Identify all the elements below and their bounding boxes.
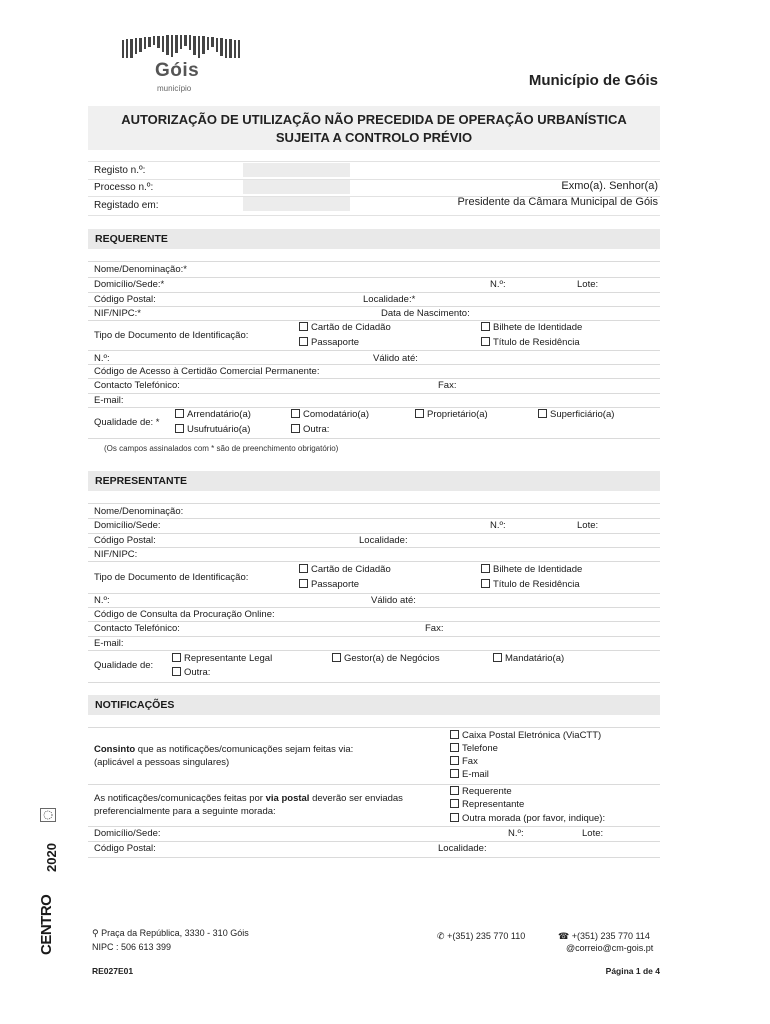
option-label: Requerente <box>462 786 512 797</box>
form-title-line1: AUTORIZAÇÃO DE UTILIZAÇÃO NÃO PRECEDIDA DE OPERAÇÃO URBANÍSTICA <box>121 112 627 127</box>
email-line <box>566 943 653 953</box>
option-label: Passaporte <box>311 337 360 348</box>
option-label: E-mail <box>462 769 489 780</box>
checkbox[interactable] <box>481 337 490 346</box>
option-label: Superficiário(a) <box>550 409 615 420</box>
req-comodatario-option[interactable] <box>291 409 369 420</box>
checkbox[interactable] <box>450 769 459 778</box>
option-label: Outra: <box>303 424 330 435</box>
row-divider <box>88 261 660 262</box>
fax-line <box>558 931 650 942</box>
row-divider <box>88 407 660 408</box>
phone-text: +(351) 235 770 110 <box>447 931 526 941</box>
checkbox[interactable] <box>299 579 308 588</box>
phone-line <box>437 931 525 942</box>
row-divider <box>88 561 660 562</box>
row-divider <box>88 547 660 548</box>
row-divider <box>88 292 660 293</box>
req-bilhete-option[interactable] <box>481 322 582 333</box>
checkbox[interactable] <box>291 409 300 418</box>
rep-lote-label: Lote: <box>577 520 599 531</box>
rep-codigo-consulta-label: Código de Consulta da Procuração Online: <box>94 609 275 620</box>
rep-localidade-label: Localidade: <box>359 535 408 546</box>
rep-domicilio-label: Domicílio/Sede: <box>94 520 161 531</box>
row-divider <box>88 857 660 858</box>
row-divider <box>88 841 660 842</box>
address-text: Praça da República, 3330 - 310 Góis <box>101 928 249 938</box>
req-cp-label: Código Postal: <box>94 294 156 305</box>
req-titulo-option[interactable] <box>481 337 580 348</box>
row-divider <box>88 378 660 379</box>
page-number: Página 1 de 4 <box>605 966 660 976</box>
rep-contacto-label: Contacto Telefónico: <box>94 623 180 634</box>
notif-outra-morada-option[interactable] <box>450 813 605 824</box>
req-usufrutuario-option[interactable] <box>175 424 250 435</box>
req-numero-label: N.º: <box>490 279 506 290</box>
option-label: Caixa Postal Eletrónica (ViaCTT) <box>462 730 602 741</box>
option-label: Mandatário(a) <box>505 653 565 664</box>
row-divider <box>88 607 660 608</box>
option-label: Cartão de Cidadão <box>311 564 391 575</box>
req-nome-label: Nome/Denominação:* <box>94 264 187 275</box>
row-divider <box>88 621 660 622</box>
registo-label: Registo n.º: <box>94 165 146 176</box>
row-divider <box>88 350 660 351</box>
rep-n-label: N.º: <box>94 595 110 606</box>
rep-qualidade-label: Qualidade de: <box>94 660 154 671</box>
req-email-label: E-mail: <box>94 395 124 406</box>
checkbox[interactable] <box>538 409 547 418</box>
checkbox[interactable] <box>450 730 459 739</box>
document-ref: RE027E01 <box>92 966 134 976</box>
row-divider <box>88 306 660 307</box>
checkbox[interactable] <box>450 786 459 795</box>
checkbox[interactable] <box>481 564 490 573</box>
morada-a: As notificações/comunicações feitas por <box>94 793 266 804</box>
checkbox[interactable] <box>450 756 459 765</box>
row-divider <box>88 784 660 785</box>
form-title-line2: SUJEITA A CONTROLO PRÉVIO <box>275 130 473 145</box>
caixa-option[interactable] <box>450 730 601 741</box>
option-label: Outra: <box>184 667 211 678</box>
option-label: Gestor(a) de Negócios <box>344 653 440 664</box>
req-arrendatario-option[interactable] <box>175 409 251 420</box>
registado-field[interactable] <box>243 197 350 211</box>
checkbox[interactable] <box>450 799 459 808</box>
eu-flag-icon <box>40 808 56 822</box>
checkbox[interactable] <box>450 813 459 822</box>
checkbox[interactable] <box>450 743 459 752</box>
divider <box>88 215 660 216</box>
morada-b: deverão ser enviadas <box>309 793 403 804</box>
morada-text-1 <box>94 793 403 804</box>
fax-text: +(351) 235 770 114 <box>571 931 650 941</box>
option-label: Representante Legal <box>184 653 273 664</box>
row-divider <box>88 533 660 534</box>
req-qualidade-label: Qualidade de: * <box>94 417 160 428</box>
row-divider <box>88 682 660 683</box>
processo-field[interactable] <box>243 180 350 194</box>
fax-icon: ☎ <box>558 931 570 941</box>
checkbox[interactable] <box>481 322 490 331</box>
checkbox[interactable] <box>172 653 181 662</box>
row-divider <box>88 393 660 394</box>
option-label: Proprietário(a) <box>427 409 488 420</box>
location-icon: ⚲ <box>92 928 99 938</box>
notif-numero-label: N.º: <box>508 828 524 839</box>
consinto-rest: que as notificações/comunicações sejam feitas via: <box>135 744 354 755</box>
option-label: Cartão de Cidadão <box>311 322 391 333</box>
notif-domicilio-label: Domicílio/Sede: <box>94 828 161 839</box>
email-option[interactable] <box>450 769 489 780</box>
checkbox[interactable] <box>175 409 184 418</box>
option-label: Fax <box>462 756 478 767</box>
row-divider <box>88 650 660 651</box>
telefone-option[interactable] <box>450 743 498 754</box>
row-divider <box>88 518 660 519</box>
registado-label: Registado em: <box>94 200 159 211</box>
morada-bold: via postal <box>265 793 310 804</box>
req-nif-label: NIF/NIPC:* <box>94 308 141 319</box>
checkbox[interactable] <box>493 653 502 662</box>
option-label: Comodatário(a) <box>303 409 369 420</box>
req-n-label: N.º: <box>94 353 110 364</box>
option-label: Bilhete de Identidade <box>493 564 583 575</box>
req-lote-label: Lote: <box>577 279 599 290</box>
processo-label: Processo n.º: <box>94 182 154 193</box>
option-label: Telefone <box>462 743 498 754</box>
option-label: Representante <box>462 799 525 810</box>
req-fax-label: Fax: <box>438 380 457 391</box>
req-proprietario-option[interactable] <box>415 409 488 420</box>
form-title <box>88 106 660 150</box>
rep-nome-label: Nome/Denominação: <box>94 506 184 517</box>
req-tipodoc-label: Tipo de Documento de Identificação: <box>94 330 249 341</box>
checkbox[interactable] <box>299 322 308 331</box>
section-requerente: REQUERENTE <box>88 229 660 249</box>
req-passaporte-option[interactable] <box>299 337 359 348</box>
rep-bilhete-option[interactable] <box>481 564 582 575</box>
req-outra-option[interactable] <box>291 424 329 435</box>
logo-name: Góis <box>155 60 200 81</box>
portugal2020-logo-text: 2020 <box>44 843 59 872</box>
rep-gestor-option[interactable] <box>332 653 440 664</box>
consinto-bold: Consinto <box>94 744 136 755</box>
option-label: Bilhete de Identidade <box>493 322 583 333</box>
checkbox[interactable] <box>175 424 184 433</box>
notif-localidade-label: Localidade: <box>438 843 487 854</box>
row-divider <box>88 826 660 827</box>
rep-cp-label: Código Postal: <box>94 535 156 546</box>
notif-cp-label: Código Postal: <box>94 843 156 854</box>
notif-requerente-option[interactable] <box>450 786 512 797</box>
row-divider <box>88 636 660 637</box>
checkbox[interactable] <box>291 424 300 433</box>
checkbox[interactable] <box>332 653 341 662</box>
nipc-text: NIPC : 506 613 399 <box>92 942 172 952</box>
consinto-text <box>94 744 353 755</box>
rep-email-label: E-mail: <box>94 638 124 649</box>
option-label: Usufrutuário(a) <box>187 424 251 435</box>
aplicavel-text: (aplicável a pessoas singulares) <box>94 757 230 768</box>
section-representante: REPRESENTANTE <box>88 471 660 491</box>
checkbox[interactable] <box>172 667 181 676</box>
fax-option[interactable] <box>450 756 478 767</box>
req-codigo-acesso-label: Código de Acesso à Certidão Comercial Permanente: <box>94 366 320 377</box>
rep-tipodoc-label: Tipo de Documento de Identificação: <box>94 572 249 583</box>
option-label: Título de Residência <box>493 579 580 590</box>
checkbox[interactable] <box>415 409 424 418</box>
option-label: Passaporte <box>311 579 360 590</box>
row-divider <box>88 727 660 728</box>
option-label: Título de Residência <box>493 337 580 348</box>
rep-cartao-option[interactable] <box>299 564 391 575</box>
row-divider <box>88 503 660 504</box>
row-divider <box>88 364 660 365</box>
row-divider <box>88 438 660 439</box>
rep-valido-label: Válido até: <box>371 595 416 606</box>
rep-numero-label: N.º: <box>490 520 506 531</box>
rep-mandatario-option[interactable] <box>493 653 564 664</box>
checkbox[interactable] <box>481 579 490 588</box>
checkbox[interactable] <box>299 337 308 346</box>
centro-logo-text: CENTRO <box>38 894 55 955</box>
option-label: Arrendatário(a) <box>187 409 251 420</box>
notif-lote-label: Lote: <box>582 828 604 839</box>
address-line <box>92 928 249 939</box>
req-valido-label: Válido até: <box>373 353 418 364</box>
rep-titulo-option[interactable] <box>481 579 580 590</box>
req-localidade-label: Localidade:* <box>363 294 416 305</box>
rep-passaporte-option[interactable] <box>299 579 359 590</box>
req-superficiario-option[interactable] <box>538 409 614 420</box>
municipality-name: Município de Góis <box>528 72 658 89</box>
rep-nif-label: NIF/NIPC: <box>94 549 138 560</box>
email-text: correio@cm-gois.pt <box>575 943 654 953</box>
addressee-line1: Exmo(a). Senhor(a) <box>561 180 658 192</box>
req-domicilio-label: Domicílio/Sede:* <box>94 279 165 290</box>
option-label: Outra morada (por favor, indique): <box>462 813 606 824</box>
req-nascimento-label: Data de Nascimento: <box>381 308 470 319</box>
required-note: (Os campos assinalados com * são de preenchimento obrigatório) <box>104 444 339 453</box>
phone-icon: ✆ <box>437 931 445 941</box>
req-cartao-option[interactable] <box>299 322 391 333</box>
section-notificacoes: NOTIFICAÇÕES <box>88 695 660 715</box>
rep-legal-option[interactable] <box>172 653 272 664</box>
logo-subtitle: município <box>157 84 192 93</box>
row-divider <box>88 320 660 321</box>
divider <box>88 161 660 162</box>
req-contacto-label: Contacto Telefónico: <box>94 380 180 391</box>
addressee-line2: Presidente da Câmara Municipal de Góis <box>457 196 658 208</box>
rep-fax-label: Fax: <box>425 623 444 634</box>
registo-field[interactable] <box>243 163 350 177</box>
row-divider <box>88 593 660 594</box>
rep-outra-option[interactable] <box>172 667 210 678</box>
morada-text-2: preferencialmente para a seguinte morada: <box>94 806 276 817</box>
email-icon: @ <box>566 943 576 953</box>
notif-representante-option[interactable] <box>450 799 524 810</box>
row-divider <box>88 277 660 278</box>
checkbox[interactable] <box>299 564 308 573</box>
municipality-logo <box>120 34 242 60</box>
